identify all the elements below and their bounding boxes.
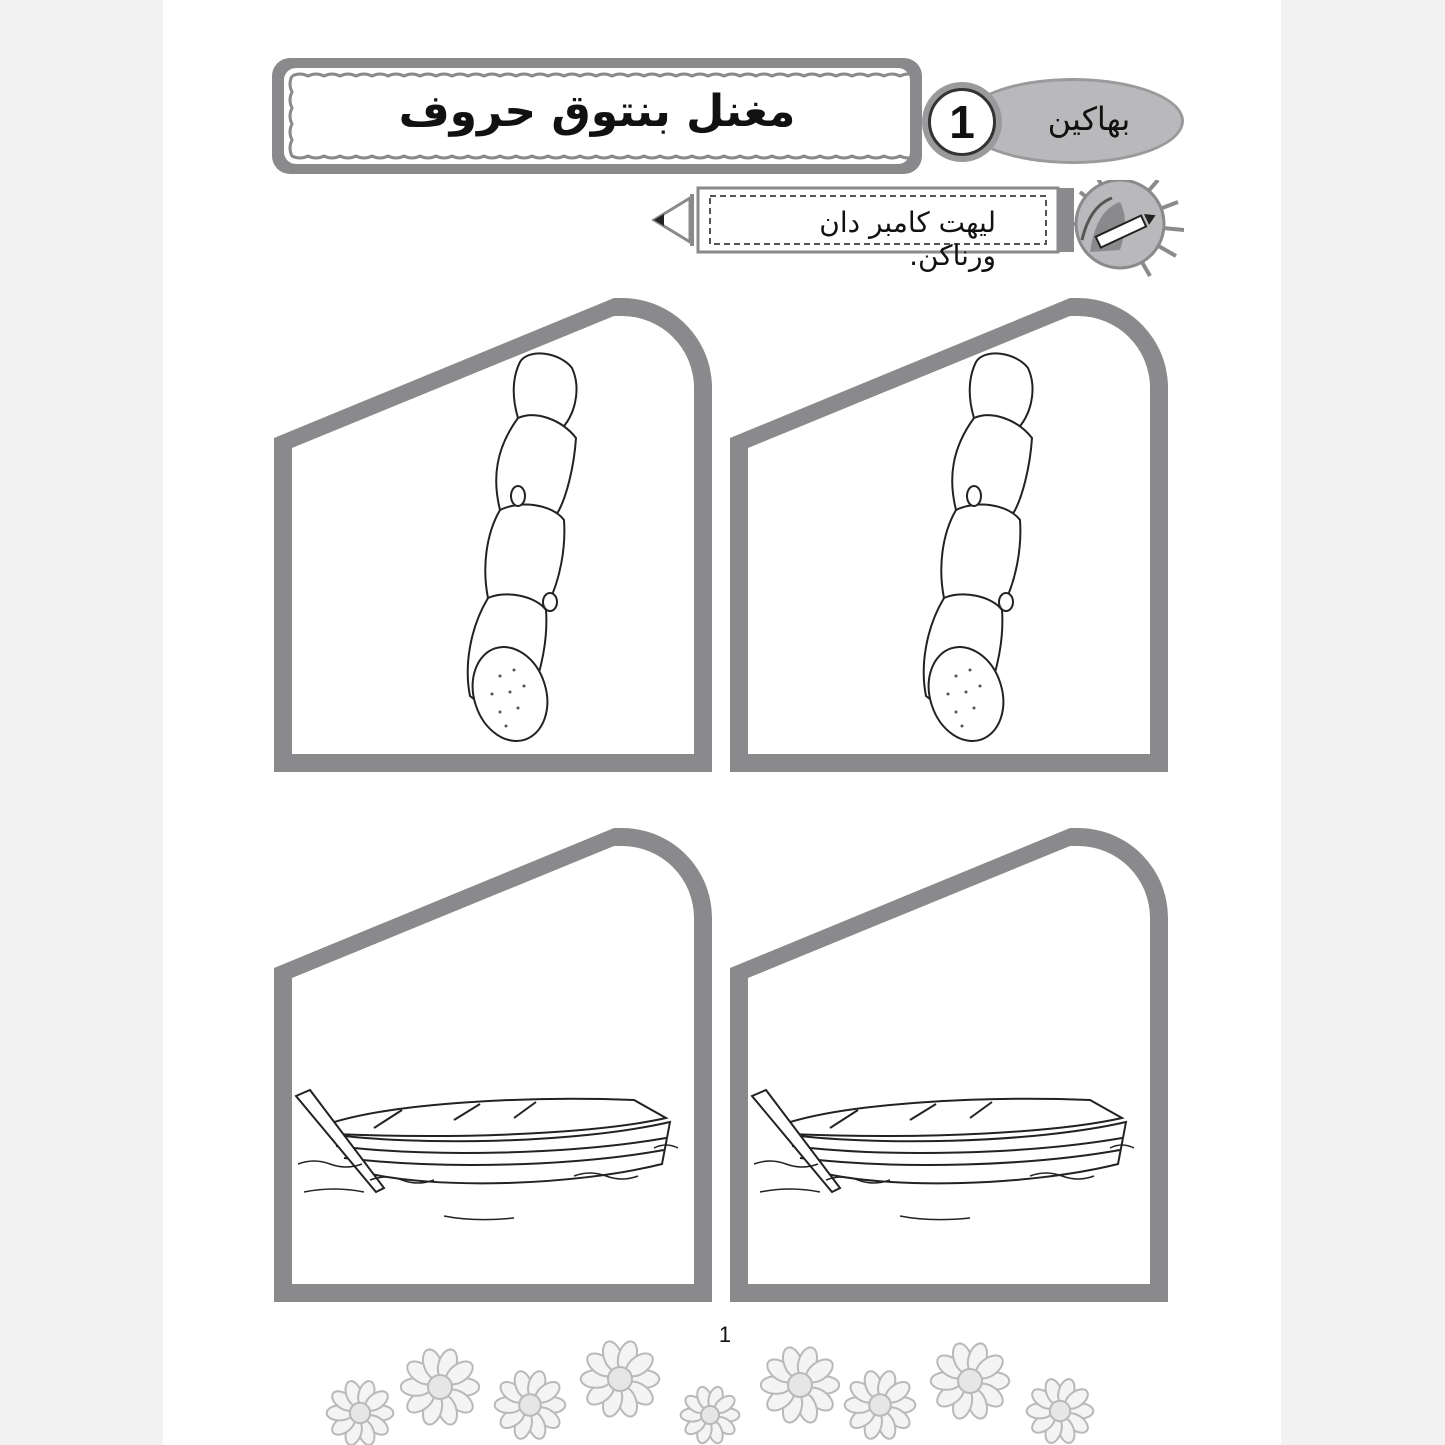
flower-icon [1027, 1377, 1094, 1445]
title-banner [272, 58, 922, 174]
picture-card-sugarcane [730, 298, 1168, 772]
activity-label: بهاکين [1047, 100, 1131, 138]
page-number: 1 [718, 1322, 732, 1347]
picture-card-boat [730, 828, 1168, 1302]
flower-icon [581, 1339, 659, 1419]
picture-card-boat [274, 828, 712, 1302]
instruction-text: ليهت کامبر دان ورناکن. [819, 206, 996, 272]
activity-badge [922, 74, 1184, 170]
activity-number-circle [922, 82, 1002, 162]
flower-icon [761, 1345, 839, 1425]
sun-crayon-icon [1070, 180, 1184, 276]
page-title: مغنل بنتوق حروف [398, 86, 796, 137]
flower-border-decoration [300, 1335, 1140, 1445]
flower-icon [495, 1369, 566, 1441]
activity-number: 1 [928, 88, 996, 156]
instruction-bar [650, 180, 1190, 280]
flower-icon [401, 1347, 479, 1427]
flower-icon [931, 1341, 1009, 1421]
flower-icon [327, 1379, 394, 1445]
picture-card-sugarcane [274, 298, 712, 772]
flower-icon [845, 1369, 916, 1441]
flower-icon [681, 1385, 740, 1445]
title-panel [284, 68, 910, 164]
